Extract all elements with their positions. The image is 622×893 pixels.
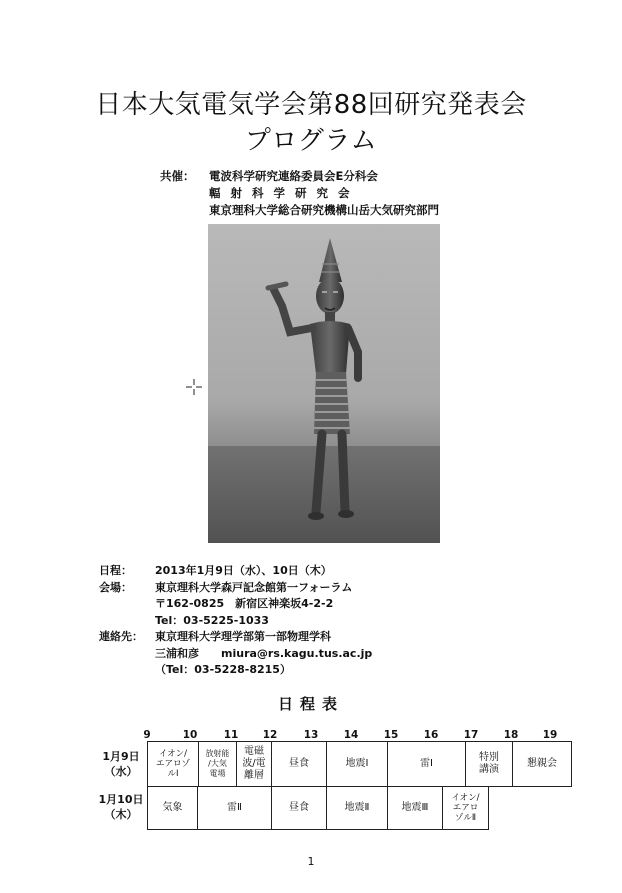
hour-label: 15: [383, 729, 399, 741]
contact-tel: （Tel：03-5228-8215）: [155, 663, 291, 676]
venue-name: 東京理科大学森戸記念館第一フォーラム: [155, 580, 353, 594]
venue-address: 〒162-0825 新宿区神楽坂4-2-2: [155, 597, 334, 610]
venue-label: 会場：: [99, 580, 132, 594]
session-banquet: 懇親会: [512, 741, 572, 787]
bronze-figurine-photo: [208, 224, 440, 543]
organizers-list: [209, 168, 439, 219]
hour-label: 9: [143, 729, 151, 741]
hour-label: 19: [542, 729, 558, 741]
contact-org: 東京理科大学理学部第一部物理学科: [155, 630, 331, 643]
session-lightning-1: 雷Ⅰ: [387, 741, 466, 787]
info-labels: [99, 563, 143, 646]
hour-label: 10: [182, 729, 198, 741]
page-subtitle: プログラム: [244, 126, 378, 156]
session-radioactivity-field: 放射能 /大気 電場: [198, 741, 237, 787]
hour-label: 11: [223, 729, 239, 741]
schedule-title: 日程表: [277, 695, 344, 713]
session-em-ionosphere: 電磁 波/電 離層: [236, 741, 272, 787]
session-lightning-2: 雷Ⅱ: [197, 786, 272, 830]
session-lunch-day2: 昼食: [271, 786, 327, 830]
organizer-item: 東京理科大学総合研究機構山岳大気研究部門: [209, 203, 439, 217]
organizer-item: 輻射科学研究会: [209, 186, 360, 200]
date-value: 2013年1月9日（水）、10日（木）: [155, 564, 332, 577]
session-ion-aerosol-1: イオン/ エアロゾ ルⅠ: [147, 741, 199, 787]
hour-label: 18: [503, 729, 519, 741]
session-special-lecture: 特別 講演: [465, 741, 513, 787]
hour-label: 16: [423, 729, 439, 741]
figurine-photo: [208, 224, 440, 543]
date-label: 日程：: [99, 564, 132, 577]
day-label-jan9: 1月9日 （水）: [102, 750, 140, 778]
hour-label: 14: [343, 729, 359, 741]
organizers-label: 共催：: [160, 169, 195, 183]
day-label-jan10: 1月10日 （木）: [98, 793, 144, 821]
session-ion-aerosol-2: イオン/ エアロ ゾルⅡ: [442, 786, 489, 830]
hour-label: 13: [303, 729, 319, 741]
contact-person: 三浦和彦 miura@rs.kagu.tus.ac.jp: [155, 646, 373, 660]
organizer-item: 電波科学研究連絡委員会E分科会: [209, 169, 378, 183]
page-number: 1: [307, 855, 315, 868]
hour-label: 12: [262, 729, 278, 741]
info-values: [155, 563, 372, 679]
session-earthquake-1: 地震Ⅰ: [326, 741, 388, 787]
contact-label: 連絡先：: [99, 630, 143, 643]
session-earthquake-2: 地震Ⅱ: [326, 786, 388, 830]
page-title: 日本大気電気学会第88回研究発表会: [95, 90, 527, 120]
crosshair-cursor-icon: [185, 378, 203, 396]
hour-label: 17: [463, 729, 479, 741]
session-earthquake-3: 地震Ⅲ: [387, 786, 443, 830]
session-meteorology: 気象: [147, 786, 198, 830]
venue-tel: Tel：03-5225-1033: [155, 613, 269, 627]
session-lunch-day1: 昼食: [271, 741, 327, 787]
